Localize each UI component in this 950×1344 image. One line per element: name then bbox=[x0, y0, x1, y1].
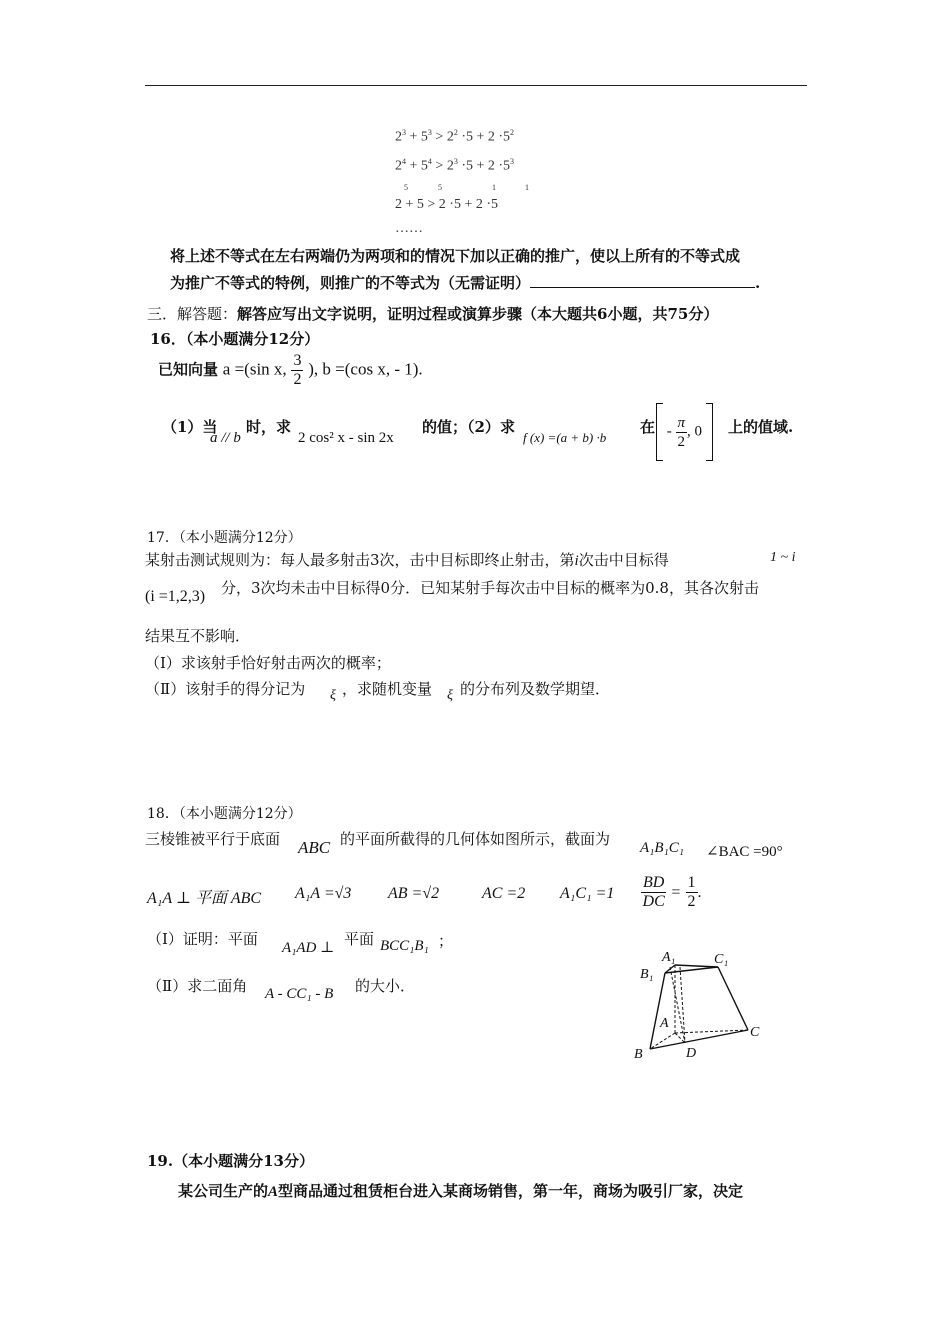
q17-cond: (i =1,2,3) bbox=[145, 588, 206, 605]
label-a: A bbox=[660, 1016, 669, 1031]
label-b1: B₁ bbox=[640, 967, 654, 982]
edge-b1b bbox=[650, 973, 665, 1049]
q18-plane-word: 平面 bbox=[344, 930, 375, 948]
frustum-figure bbox=[630, 945, 770, 1065]
q16-fx: f (x) =(a + b) ·b bbox=[523, 430, 607, 445]
q17-line-2: 分，3次均未击中目标得0分．已知某射手每次击中目标的概率为0.8，其各次射击 bbox=[221, 579, 759, 597]
q18-cond-1: A₁A ⊥ 平面 ABC bbox=[147, 890, 262, 907]
q16-expr: 2 cos² x - sin 2x bbox=[298, 430, 394, 446]
inequality-line-2: $2^4 + 5^4 > 2^3 \cdot 5 + 2 \cdot 5^3$ bbox=[395, 157, 515, 174]
q17-xi-2: ξ bbox=[447, 688, 453, 703]
q17-range: 1 ~ i bbox=[770, 550, 796, 565]
q18-cond-4: AC =2 bbox=[482, 885, 526, 902]
q18-line-1: 三棱锥被平行于底面 bbox=[145, 830, 281, 848]
q18-angle: ∠BAC =90° bbox=[706, 844, 783, 860]
q16-part1-label: （1）当 bbox=[162, 418, 218, 436]
edge-ad bbox=[675, 1033, 685, 1043]
label-b: B bbox=[634, 1047, 643, 1062]
q16-in: 在 bbox=[640, 418, 656, 436]
q17-question-2b: ，求随机变量 bbox=[342, 680, 433, 698]
q18-cond-2: A₁A =√3 bbox=[295, 885, 352, 902]
q16-interval: - $\frac{\pi}{2}$ , 0 bbox=[656, 403, 713, 461]
inequality-line-1: $2^3 + 5^3 > 2^2 \cdot 5 + 2 \cdot 5^2$ bbox=[395, 128, 515, 145]
q17-line-3: 结果互不影响． bbox=[145, 627, 251, 645]
edge-a1d bbox=[670, 967, 685, 1043]
q17-line-1: 某射击测试规则为：每人最多射击3次，击中目标即终止射击，第i次击中目标得 bbox=[145, 551, 669, 569]
q18-header: 18．（本小题满分12分） bbox=[147, 806, 302, 822]
q16-part2-label: 的值；（2）求 bbox=[422, 418, 515, 436]
q17-question-2c: 的分布列及数学期望． bbox=[460, 680, 611, 698]
q17-question-1: （Ⅰ）求该射手恰好射击两次的概率； bbox=[145, 654, 391, 672]
q18-question-2: （Ⅱ）求二面角 bbox=[147, 977, 248, 995]
q15-line-2: 为推广不等式的特例，则推广的不等式为（无需证明） . bbox=[170, 274, 761, 292]
q18-line-1b: 的平面所截得的几何体如图所示，截面为 bbox=[340, 830, 611, 848]
edge-c1c bbox=[718, 967, 748, 1030]
edge-b1c1 bbox=[665, 967, 718, 973]
q18-plane-1: A₁AD ⊥ bbox=[282, 940, 335, 956]
q18-question-1: （Ⅰ）证明：平面 bbox=[147, 930, 258, 948]
q16-end: 上的值域. bbox=[728, 418, 794, 436]
q17-question-2: （Ⅱ）该射手的得分记为 bbox=[145, 680, 306, 698]
edge-a1c1 bbox=[675, 965, 718, 967]
q17-header: 17．（本小题满分12分） bbox=[147, 530, 302, 546]
answer-blank bbox=[530, 273, 755, 288]
q19-header: 19.（本小题满分13分） bbox=[147, 1152, 314, 1170]
q19-line-1: 某公司生产的A型商品通过租赁柜台进入某商场销售，第一年，商场为吸引厂家，决定 bbox=[178, 1182, 744, 1200]
label-c1: C₁ bbox=[714, 952, 729, 967]
q18-cond-3: AB =√2 bbox=[388, 885, 440, 902]
q15-line-1: 将上述不等式在左右两端仍为两项和的情况下加以正确的推广，使以上所有的不等式成 bbox=[170, 247, 741, 265]
ellipsis: …… bbox=[395, 221, 423, 236]
q16-header: 16．（本小题满分12分） bbox=[150, 330, 320, 348]
q18-question-2c: 的大小． bbox=[355, 977, 416, 995]
q18-ratio: $\frac{BD}{DC}$ = $\frac{1}{2}$ . bbox=[642, 874, 702, 910]
label-d: D bbox=[686, 1046, 697, 1061]
q17-xi-1: ξ bbox=[330, 688, 336, 703]
inequality-line-3: 2 + 5 > 2 ·5 + 2 ·5 bbox=[395, 197, 499, 212]
label-a1: A₁ bbox=[662, 950, 676, 965]
q18-dihedral: A - CC₁ - B bbox=[265, 986, 334, 1002]
q18-plane-2: BCC₁B₁ bbox=[380, 938, 429, 954]
q16-vectors: 已知向量 a =(sin x, $\frac{3}{2}$ ), b =(cos x, - 1). bbox=[158, 352, 423, 388]
q16-part1-text: 时，求 bbox=[246, 418, 292, 436]
q16-cond: a // b bbox=[210, 430, 241, 446]
label-c: C bbox=[750, 1025, 760, 1040]
q18-section: A₁B₁C₁ bbox=[640, 840, 684, 856]
q18-semicolon: ； bbox=[438, 932, 454, 950]
header-rule bbox=[145, 85, 807, 86]
q18-abc: ABC bbox=[298, 838, 331, 857]
q18-cond-5: A₁C₁ =1 bbox=[560, 885, 615, 902]
section-3-heading: 三．解答题：解答应写出文字说明，证明过程或演算步骤（本大题共6小题，共75分） bbox=[147, 305, 719, 323]
